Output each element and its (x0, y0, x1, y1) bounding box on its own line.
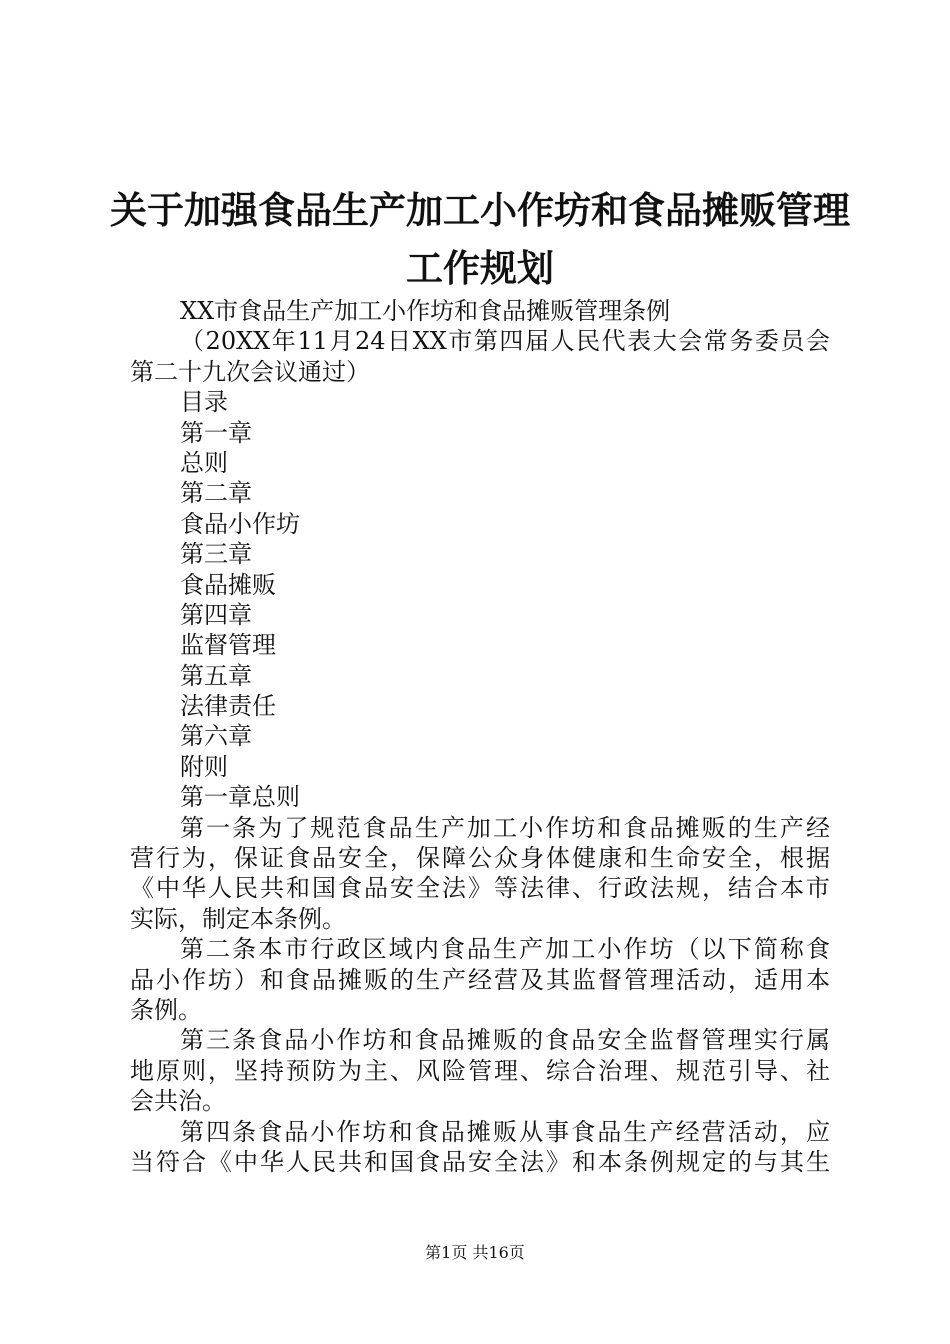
article-line: 会共治。 (130, 1087, 226, 1116)
article-2 (130, 934, 830, 1025)
toc-item: 第二章 (180, 479, 252, 508)
toc-item: 总则 (180, 448, 228, 477)
article-line: 地原则，坚持预防为主、风险管理、综合治理、规范引导、社 (130, 1056, 830, 1085)
article-4 (130, 1117, 830, 1178)
article-line: 实际，制定本条例。 (130, 904, 346, 933)
regulation-name: XX市食品生产加工小作坊和食品摊贩管理条例 (180, 297, 671, 325)
article-3 (130, 1025, 830, 1116)
article-line: 《中华人民共和国食品安全法》等法律、行政法规，结合本市 (130, 874, 830, 903)
article-line: 第二条本市行政区域内食品生产加工小作坊（以下简称食 (180, 935, 830, 964)
toc-item: 监督管理 (180, 631, 276, 660)
toc-item: 食品摊贩 (180, 570, 276, 599)
article-line: 第一条为了规范食品生产加工小作坊和食品摊贩的生产经 (180, 813, 830, 842)
toc-item: 第四章 (180, 600, 252, 629)
toc-heading: 目录 (180, 388, 228, 417)
article-1 (130, 813, 830, 935)
toc-item: 第五章 (180, 661, 252, 690)
toc-item: 食品小作坊 (180, 509, 300, 538)
document-title-line-1: 关于加强食品生产加工小作坊和食品摊贩管理 (110, 188, 850, 232)
adoption-note-line-1: （20XX年11月24日XX市第四届人民代表大会常务委员会 (180, 327, 830, 356)
adoption-note-line-2: 第二十九次会议通过） (130, 357, 370, 386)
article-line: 第三条食品小作坊和食品摊贩的食品安全监督管理实行属 (180, 1026, 830, 1055)
article-line: 营行为，保证食品安全，保障公众身体健康和生命安全，根据 (130, 844, 830, 873)
document-body (130, 296, 830, 1177)
article-line: 品小作坊）和食品摊贩的生产经营及其监督管理活动，适用本 (130, 965, 830, 994)
toc-item: 第一章 (180, 418, 252, 447)
toc-item: 第六章 (180, 722, 252, 751)
article-line: 当符合《中华人民共和国食品安全法》和本条例规定的与其生 (130, 1147, 830, 1176)
toc-item: 第三章 (180, 540, 252, 569)
toc-item: 附则 (180, 752, 228, 781)
toc-item: 法律责任 (180, 692, 276, 721)
article-line: 条例。 (130, 995, 202, 1024)
page-number-footer: 第1页 共16页 (425, 1243, 525, 1262)
document-title-line-2: 工作规划 (406, 246, 554, 290)
article-line: 第四条食品小作坊和食品摊贩从事食品生产经营活动，应 (180, 1117, 830, 1146)
chapter-heading: 第一章总则 (180, 783, 300, 812)
